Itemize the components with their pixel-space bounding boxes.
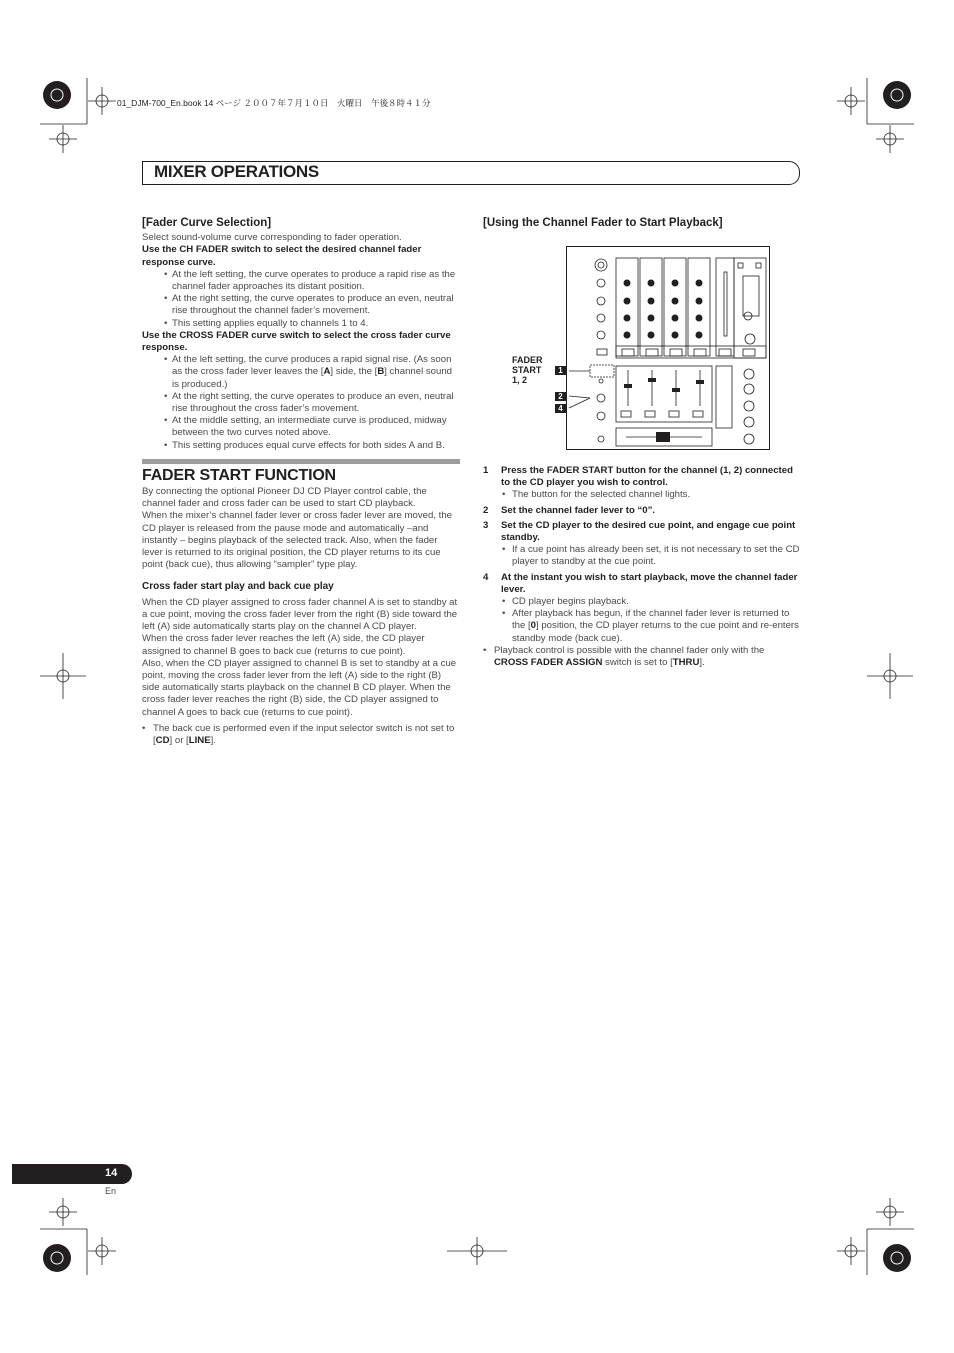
- file-header-line: 01_DJM-700_En.book 14 ページ ２００７年７月１０日 火曜日 午後８時４１分: [117, 98, 431, 108]
- callout-4: 4: [555, 404, 566, 413]
- fader-start-heading: FADER START FUNCTION: [142, 466, 336, 484]
- right-heading-wrap: [483, 217, 803, 232]
- step-3: 3 Set the CD player to the desired cue point, and engage cue point standby.: [483, 519, 796, 544]
- step-2: 2 Set the channel fader lever to “0”.: [483, 504, 656, 516]
- thru-note: • Playback control is possible with the channel fader only with the CROSS FADER ASSIGN switch is set to [THRU].: [483, 645, 801, 669]
- fader-start-para4: When the cross fader lever reaches the left (A) side, the CD player assigned to channel B goes to back cue (returns to cue point).: [142, 633, 425, 657]
- fader-start-para5: Also, when the CD player assigned to channel B is set to standby at a cue point, moving the cross fader lever from the left (A) side to the right (B) side automatically starts playback on the channel B CD player. When the cross fader lever reaches the right (B) side, the CD player assigned to channel A goes to back cue (returns to cue point).: [142, 657, 457, 718]
- fader-curve-intro: Select sound-volume curve corresponding to fader operation.: [142, 232, 402, 244]
- step-4: 4 At the instant you wish to start playback, move the channel fader lever.: [483, 571, 798, 595]
- step-1: 1 Press the FADER START button for the channel (1, 2) connected to the CD player you wish to control.: [483, 465, 793, 489]
- left-column: [142, 217, 460, 747]
- mixer-panel-illustration: [566, 246, 770, 450]
- back-cue-note: • The back cue is performed even if the input selector switch is not set to [CD] or [LINE].: [142, 723, 460, 747]
- list-item: • The button for the selected channel lights.: [483, 489, 801, 501]
- fader-start-label: FADER START 1, 2: [512, 355, 543, 385]
- list-item: • At the right setting, the curve operates to produce an even, neutral rise throughout the channel fader’s movement.: [142, 293, 460, 317]
- list-item: • This setting applies equally to channels 1 to 4.: [142, 318, 460, 330]
- cross-fader-subheading: Cross fader start play and back cue play: [142, 581, 334, 593]
- ch-fader-instruction: Use the CH FADER switch to select the desired channel fader response curve.: [142, 244, 422, 268]
- right-steps: [483, 465, 801, 669]
- list-item: • At the left setting, the curve produces a rapid signal rise. (As soon as the cross fader lever leaves the [A] side, the [B] channel sound is produced.): [142, 354, 460, 391]
- section-title: MIXER OPERATIONS: [154, 162, 319, 181]
- list-item: • At the middle setting, an intermediate curve is produced, midway between the two curves noted above.: [142, 415, 460, 439]
- fader-start-para3: When the CD player assigned to cross fader channel A is set to standby at a cue point, moving the cross fader lever from the right (B) side toward the left (A) side automatically starts play on the channel A CD player.: [142, 596, 458, 633]
- list-item: • CD player begins playback.: [483, 596, 801, 608]
- channel-fader-heading: [Using the Channel Fader to Start Playback]: [483, 217, 723, 229]
- fader-start-para2: When the mixer’s channel fader lever or cross fader lever are moved, the CD player is released from the pause mode and automatically –and instantly – begins playback of the selected track. Also, when the fader lever is returned to its original position, the CD player returns to its cue point (back cue), thus allowing “sampler” type play.: [142, 510, 452, 571]
- fader-curve-heading: [Fader Curve Selection]: [142, 217, 272, 229]
- callout-1: 1: [555, 366, 566, 375]
- list-item: • If a cue point has already been set, it is not necessary to set the CD player to standby at the cue point.: [483, 544, 801, 568]
- fader-start-para1: By connecting the optional Pioneer DJ CD Player control cable, the channel fader and cross fader can be used to start CD playback.: [142, 486, 427, 510]
- list-item: • At the left setting, the curve operates to produce a rapid rise as the channel fader approaches its distant position.: [142, 269, 460, 293]
- page-number: 14: [105, 1167, 118, 1179]
- cross-fader-instruction: Use the CROSS FADER curve switch to select the cross fader curve response.: [142, 329, 451, 354]
- list-item: • This setting produces equal curve effects for both sides A and B.: [142, 440, 460, 452]
- list-item: • At the right setting, the curve operates to produce an even, neutral rise throughout the cross fader’s movement.: [142, 391, 460, 415]
- callout-2: 2: [555, 392, 566, 401]
- section-divider: [142, 459, 460, 464]
- page-language: En: [105, 1186, 117, 1196]
- list-item: • After playback has begun, if the channel fader lever is returned to the [0] position, the CD player returns to the cue point and re-enters standby mode (back cue).: [483, 608, 801, 645]
